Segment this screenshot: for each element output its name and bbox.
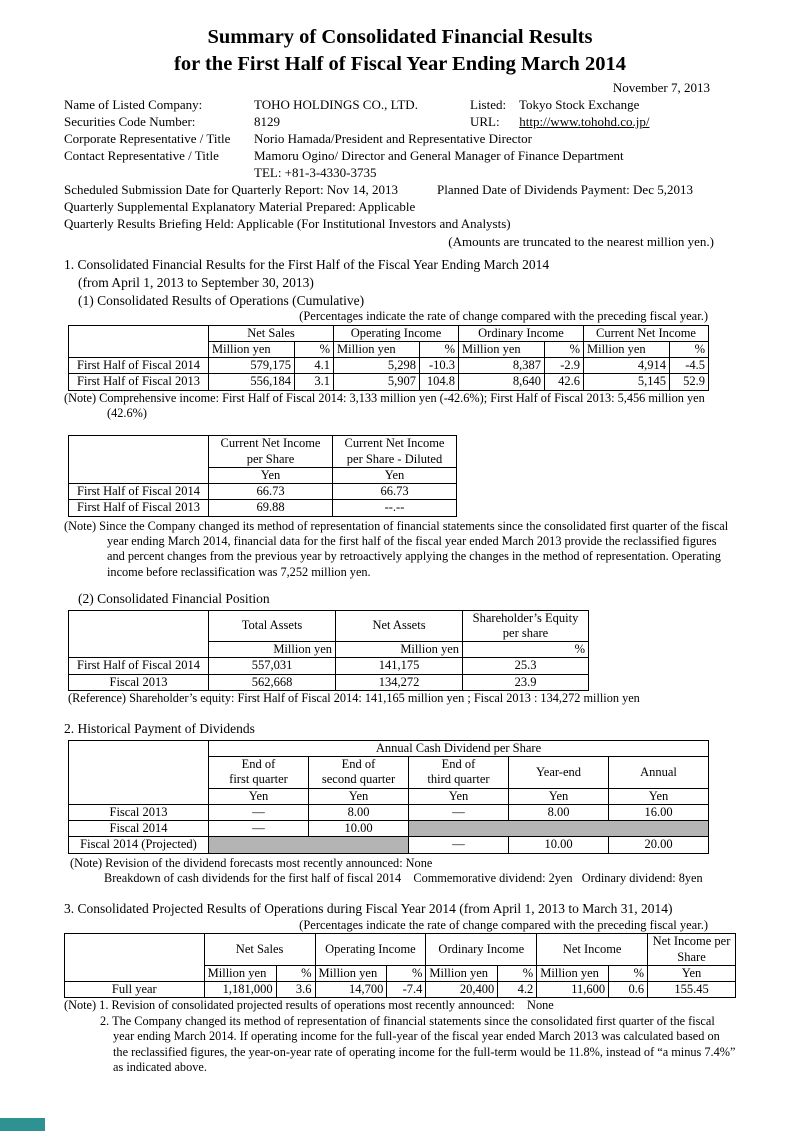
cell-value: 0.6 bbox=[609, 982, 648, 998]
briefing-row bbox=[64, 216, 736, 233]
results-of-operations-table bbox=[68, 325, 709, 391]
representative-label: Corporate Representative / Title bbox=[64, 131, 231, 147]
cell-value: 3.6 bbox=[276, 982, 315, 998]
column-header-net-sales: Net Sales bbox=[209, 325, 334, 341]
corner-cell bbox=[65, 934, 205, 982]
unit-label: Million yen bbox=[209, 341, 295, 357]
row-label: Fiscal 2013 bbox=[69, 804, 209, 820]
cell-value: 4.1 bbox=[295, 358, 334, 374]
unit-label: Million yen bbox=[426, 965, 498, 981]
percentage-note-1: (Percentages indicate the rate of change compared with the preceding fiscal year.) bbox=[299, 309, 708, 324]
projected-results-table bbox=[64, 933, 736, 998]
financial-position-table bbox=[68, 610, 589, 691]
cell-value: --.-- bbox=[333, 500, 457, 516]
table-row bbox=[69, 821, 709, 837]
section-1-sub2-heading: (2) Consolidated Financial Position bbox=[78, 591, 270, 607]
column-header-operating-income: Operating Income bbox=[315, 934, 426, 966]
unit-label: Million yen bbox=[209, 642, 336, 658]
not-applicable-cell bbox=[209, 837, 409, 853]
unit-label: Million yen bbox=[459, 341, 545, 357]
cell-value: 1,181,000 bbox=[204, 982, 276, 998]
company-name-value: TOHO HOLDINGS CO., LTD. bbox=[254, 97, 418, 113]
row-label: First Half of Fiscal 2014 bbox=[69, 484, 209, 500]
header-line: End of bbox=[441, 757, 476, 772]
cell-value: 4.2 bbox=[498, 982, 537, 998]
unit-label: Million yen bbox=[336, 642, 463, 658]
span-header-row bbox=[69, 740, 709, 756]
group-header-row bbox=[69, 610, 589, 642]
projection-revision-note: (Note) 1. Revision of consolidated projected results of operations most recently announced: None bbox=[64, 998, 554, 1013]
document-title bbox=[64, 24, 736, 77]
cell-value: 66.73 bbox=[333, 484, 457, 500]
securities-code-value: 8129 bbox=[254, 114, 280, 130]
dividend-revision-note: (Note) Revision of the dividend forecasts most recently announced: None bbox=[70, 855, 433, 870]
listed-label: Listed: bbox=[470, 97, 507, 113]
listed-exchange bbox=[470, 97, 639, 114]
cell-value: 52.9 bbox=[670, 374, 709, 390]
column-header-year-end: Year-end bbox=[509, 757, 609, 789]
unit-label: Yen bbox=[409, 788, 509, 804]
unit-label: % bbox=[498, 965, 537, 981]
not-applicable-cell bbox=[409, 821, 709, 837]
cell-value: 134,272 bbox=[336, 674, 463, 690]
cell-value: 556,184 bbox=[209, 374, 295, 390]
cell-value: — bbox=[409, 837, 509, 853]
header-line: End of bbox=[341, 757, 376, 772]
header-line: second quarter bbox=[321, 772, 396, 787]
column-header-net-sales: Net Sales bbox=[204, 934, 315, 966]
unit-label: % bbox=[609, 965, 648, 981]
dividend-breakdown-note: Breakdown of cash dividends for the first half of fiscal 2014 Commemorative dividend: 2yen Ordinary dividend: 8yen bbox=[104, 870, 703, 885]
cell-value: — bbox=[209, 804, 309, 820]
unit-label: Yen bbox=[648, 965, 736, 981]
column-header-net-income-per-share: Net Income per Share bbox=[648, 934, 736, 966]
column-header-net-income: Net Income bbox=[537, 934, 648, 966]
unit-label: Million yen bbox=[204, 965, 276, 981]
cell-value: 23.9 bbox=[463, 674, 589, 690]
column-header-shareholders-equity: Shareholder’s Equity per share bbox=[463, 610, 589, 642]
cell-value: — bbox=[209, 821, 309, 837]
projection-method-note: 2. The Company changed its method of representation of financial statements since the consolidated first quarter of the fiscal year ending March 2014. If operating income for the full-year of the fiscal year ended March 2013 was calculated based on the reclassified figures, the year-on-year rate of operating income for the full-term would be 11.8%, instead of “a minus 7.4%” as indicated above. bbox=[100, 1013, 736, 1074]
cell-value: 5,298 bbox=[334, 358, 420, 374]
cell-value: 20.00 bbox=[609, 837, 709, 853]
table-row bbox=[69, 484, 457, 500]
column-header-ordinary-income: Ordinary Income bbox=[459, 325, 584, 341]
cell-value: 8,387 bbox=[459, 358, 545, 374]
unit-label: % bbox=[670, 341, 709, 357]
submission-row bbox=[64, 182, 736, 199]
table-row bbox=[69, 804, 709, 820]
unit-label: % bbox=[276, 965, 315, 981]
unit-label: % bbox=[463, 642, 589, 658]
securities-code-label: Securities Code Number: bbox=[64, 114, 196, 130]
contact-row bbox=[64, 148, 736, 165]
annual-dividend-span-header: Annual Cash Dividend per Share bbox=[209, 740, 709, 756]
issue-date: November 7, 2013 bbox=[612, 80, 710, 96]
company-name-row bbox=[64, 97, 736, 114]
percentage-note-3: (Percentages indicate the rate of change compared with the preceding fiscal year.) bbox=[299, 917, 708, 932]
results-briefing: Quarterly Results Briefing Held: Applicable (For Institutional Investors and Analysts) bbox=[64, 215, 511, 231]
unit-label: Yen bbox=[509, 788, 609, 804]
securities-code-row bbox=[64, 114, 736, 131]
section-1-sub1-heading: (1) Consolidated Results of Operations (Cumulative) bbox=[78, 292, 365, 308]
footer-accent-bar bbox=[0, 1118, 45, 1131]
cell-value: 20,400 bbox=[426, 982, 498, 998]
corner-cell bbox=[69, 610, 209, 658]
representative-value: Norio Hamada/President and Representative Director bbox=[254, 131, 532, 147]
unit-label: Yen bbox=[609, 788, 709, 804]
unit-label: Million yen bbox=[334, 341, 420, 357]
representative-row bbox=[64, 131, 736, 148]
cell-value: -10.3 bbox=[420, 358, 459, 374]
unit-label: Yen bbox=[209, 788, 309, 804]
representation-method-note: (Note) Since the Company changed its method of representation of financial statements since the consolidated first quarter of the fiscal year ending March 2014, financial data for the first half of the fiscal year ended March 2013 provide the reclassified figures and percent changes from the previous year by retroactively applying the changes in the method of representation. Operating income before reclassification was 7,252 million yen. bbox=[64, 518, 729, 579]
unit-label: % bbox=[545, 341, 584, 357]
cell-value: -2.9 bbox=[545, 358, 584, 374]
column-header-net-income-per-share: Current Net Income per Share bbox=[209, 436, 333, 468]
row-label: Fiscal 2014 bbox=[69, 821, 209, 837]
unit-label: Million yen bbox=[584, 341, 670, 357]
telephone-spacer bbox=[64, 165, 254, 182]
cell-value: 25.3 bbox=[463, 658, 589, 674]
title-line-1: Summary of Consolidated Financial Results bbox=[207, 26, 593, 48]
cell-value: 14,700 bbox=[315, 982, 387, 998]
column-header-end-q2 bbox=[309, 757, 409, 789]
cell-value: 104.8 bbox=[420, 374, 459, 390]
url-label: URL: bbox=[470, 114, 500, 130]
cell-value: 3.1 bbox=[295, 374, 334, 390]
cell-value: -4.5 bbox=[670, 358, 709, 374]
group-header-row bbox=[69, 325, 709, 341]
section-2-heading: 2. Historical Payment of Dividends bbox=[64, 721, 255, 737]
unit-label: % bbox=[420, 341, 459, 357]
cell-value: — bbox=[409, 804, 509, 820]
column-header-annual: Annual bbox=[609, 757, 709, 789]
cell-value: 5,145 bbox=[584, 374, 670, 390]
column-header-total-assets: Total Assets bbox=[209, 610, 336, 642]
section-3-heading: 3. Consolidated Projected Results of Operations during Fiscal Year 2014 (from April 1, 2013 to March 31, 2014) bbox=[64, 901, 673, 917]
table-row bbox=[69, 837, 709, 853]
cell-value: -7.4 bbox=[387, 982, 426, 998]
submission-date: Scheduled Submission Date for Quarterly Report: Nov 14, 2013 bbox=[64, 181, 398, 197]
corner-cell bbox=[69, 325, 209, 358]
contact-value: Mamoru Ogino/ Director and General Manager of Finance Department bbox=[254, 147, 624, 163]
column-header-net-assets: Net Assets bbox=[336, 610, 463, 642]
cell-value: 5,907 bbox=[334, 374, 420, 390]
cell-value: 8.00 bbox=[309, 804, 409, 820]
table-row bbox=[65, 982, 736, 998]
corner-cell bbox=[69, 740, 209, 804]
unit-label: % bbox=[295, 341, 334, 357]
cell-value: 42.6 bbox=[545, 374, 584, 390]
contact-label: Contact Representative / Title bbox=[64, 147, 219, 163]
table-row bbox=[69, 374, 709, 390]
cell-value: 4,914 bbox=[584, 358, 670, 374]
unit-label: Yen bbox=[333, 467, 457, 483]
cell-value: 141,175 bbox=[336, 658, 463, 674]
supplemental-row bbox=[64, 199, 736, 216]
shareholders-equity-reference-note: (Reference) Shareholder’s equity: First Half of Fiscal 2014: 141,165 million yen ; Fiscal 2013 : 134,272 million yen bbox=[68, 690, 640, 705]
supplemental-material: Quarterly Supplemental Explanatory Material Prepared: Applicable bbox=[64, 198, 416, 214]
unit-label: Yen bbox=[209, 467, 333, 483]
section-1-period: (from April 1, 2013 to September 30, 2013) bbox=[78, 274, 314, 290]
header-line: first quarter bbox=[229, 772, 288, 787]
company-info-section bbox=[64, 97, 736, 232]
company-url bbox=[470, 114, 650, 131]
group-header-row bbox=[65, 934, 736, 966]
unit-label: Million yen bbox=[315, 965, 387, 981]
comprehensive-income-note: (Note) Comprehensive income: First Half of Fiscal 2014: 3,133 million yen (-42.6%); First Half of Fiscal 2013: 5,456 million yen (42.6%) bbox=[64, 390, 708, 421]
column-header-net-income-per-share-diluted: Current Net Income per Share - Diluted bbox=[333, 436, 457, 468]
table-row bbox=[69, 674, 589, 690]
cell-value: 16.00 bbox=[609, 804, 709, 820]
group-header-row bbox=[69, 436, 457, 468]
unit-label: Million yen bbox=[537, 965, 609, 981]
cell-value: 66.73 bbox=[209, 484, 333, 500]
row-label: First Half of Fiscal 2013 bbox=[69, 500, 209, 516]
cell-value: 557,031 bbox=[209, 658, 336, 674]
cell-value: 69.88 bbox=[209, 500, 333, 516]
title-line-2: for the First Half of Fiscal Year Ending March 2014 bbox=[174, 52, 626, 75]
cell-value: 11,600 bbox=[537, 982, 609, 998]
company-url-link[interactable]: http://www.tohohd.co.jp/ bbox=[519, 114, 650, 130]
row-label: First Half of Fiscal 2014 bbox=[69, 658, 209, 674]
amounts-truncation-note: (Amounts are truncated to the nearest million yen.) bbox=[448, 234, 714, 250]
row-label: Fiscal 2013 bbox=[69, 674, 209, 690]
column-header-ordinary-income: Ordinary Income bbox=[426, 934, 537, 966]
unit-label: Yen bbox=[309, 788, 409, 804]
column-header-end-q1 bbox=[209, 757, 309, 789]
per-share-table bbox=[68, 435, 457, 516]
corner-cell bbox=[69, 436, 209, 484]
cell-value: 10.00 bbox=[509, 837, 609, 853]
table-row bbox=[69, 500, 457, 516]
column-header-operating-income: Operating Income bbox=[334, 325, 459, 341]
cell-value: 579,175 bbox=[209, 358, 295, 374]
column-header-current-net-income: Current Net Income bbox=[584, 325, 709, 341]
row-label: Full year bbox=[65, 982, 205, 998]
cell-value: 8.00 bbox=[509, 804, 609, 820]
cell-value: 10.00 bbox=[309, 821, 409, 837]
row-label: First Half of Fiscal 2013 bbox=[69, 374, 209, 390]
unit-label: % bbox=[387, 965, 426, 981]
cell-value: 562,668 bbox=[209, 674, 336, 690]
cell-value: 155.45 bbox=[648, 982, 736, 998]
section-1-heading: 1. Consolidated Financial Results for the First Half of the Fiscal Year Ending March 2014 bbox=[64, 257, 550, 273]
row-label: Fiscal 2014 (Projected) bbox=[69, 837, 209, 853]
table-row bbox=[69, 658, 589, 674]
column-header-end-q3 bbox=[409, 757, 509, 789]
row-label: First Half of Fiscal 2014 bbox=[69, 358, 209, 374]
header-line: End of bbox=[241, 757, 276, 772]
telephone-row bbox=[64, 165, 736, 182]
table-row bbox=[69, 358, 709, 374]
header-line: third quarter bbox=[427, 772, 490, 787]
listed-value: Tokyo Stock Exchange bbox=[519, 97, 640, 113]
company-name-label: Name of Listed Company: bbox=[64, 97, 203, 113]
cell-value: 8,640 bbox=[459, 374, 545, 390]
dividend-payment-date: Planned Date of Dividends Payment: Dec 5,2013 bbox=[437, 181, 693, 197]
telephone-value: TEL: +81-3-4330-3735 bbox=[254, 164, 377, 180]
dividends-table bbox=[68, 740, 709, 854]
